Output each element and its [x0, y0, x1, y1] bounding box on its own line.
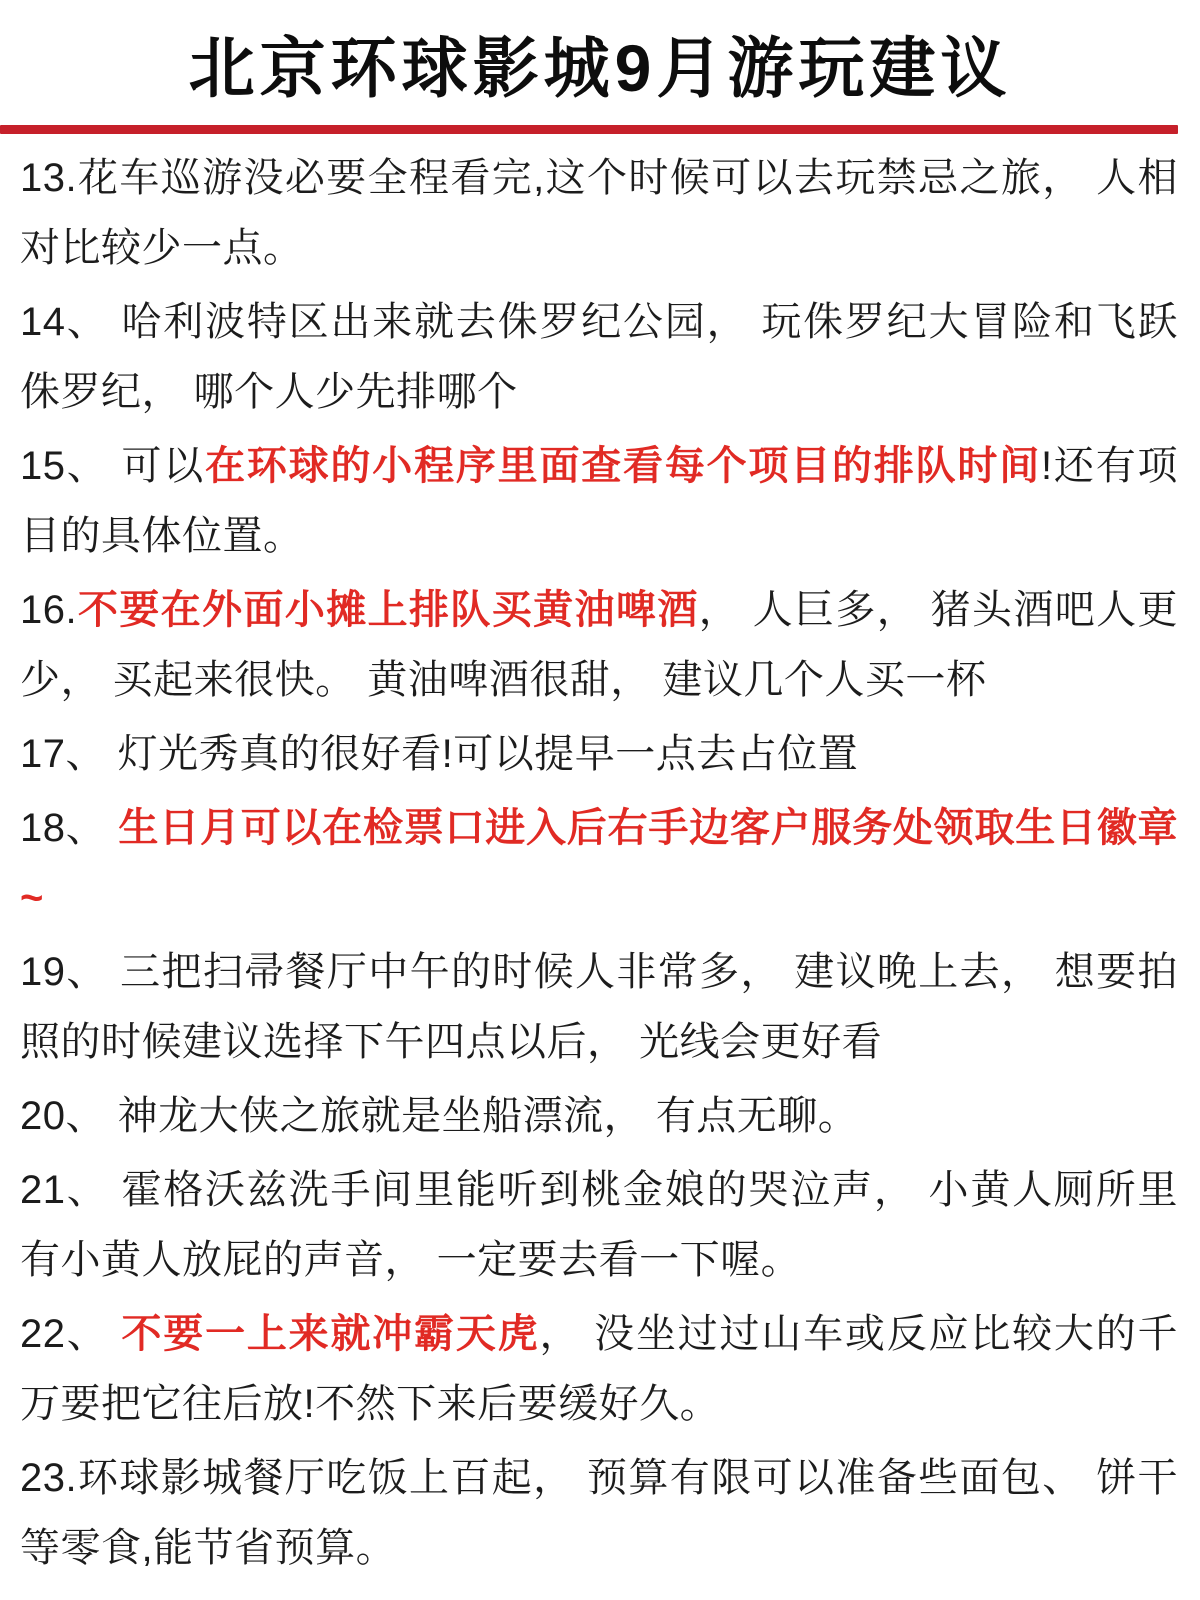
tip-text-segment: 16.	[20, 588, 78, 633]
tip-text-segment: 18、	[20, 806, 119, 851]
tip-item	[20, 1443, 1178, 1583]
tip-highlight-segment: 生日月可以在检票口进入后右手边客户服务处领取生日徽章~	[20, 806, 1179, 921]
tip-item	[20, 575, 1178, 715]
tip-text-segment: 22、	[20, 1312, 122, 1357]
tip-highlight-segment: 在环球的小程序里面查看每个项目的排队时间	[205, 444, 1041, 489]
page-title: 北京环球影城9月游玩建议	[188, 31, 1012, 105]
tip-item	[20, 1299, 1178, 1439]
tip-text-segment: 15、 可以	[20, 444, 206, 489]
tip-text-segment: 17、 灯光秀真的很好看!可以提早一点去占位置	[20, 732, 859, 777]
tip-text-segment: 19、 三把扫帚餐厅中午的时候人非常多， 建议晚上去， 想要拍照的时候建议选择下午四点以后， 光线会更好看	[20, 950, 1178, 1065]
tip-text-segment: !还有项目的具体位置。	[20, 444, 1178, 559]
tip-text-segment: 21、 霍格沃兹洗手间里能听到桃金娘的哭泣声， 小黄人厕所里有小黄人放屁的声音， 一定要去看一下喔。	[20, 1168, 1178, 1283]
tip-highlight-segment: 不要一上来就冲霸天虎	[121, 1312, 540, 1357]
tip-item	[20, 1081, 1178, 1151]
tip-item	[20, 143, 1178, 283]
title-divider	[0, 125, 1178, 134]
tip-item	[20, 431, 1178, 571]
tip-text-segment: ， 人巨多， 猪头酒吧人更少， 买起来很快。 黄油啤酒很甜， 建议几个人买一杯	[20, 588, 1178, 703]
tip-item	[20, 719, 1178, 789]
tip-text-segment: 14、 哈利波特区出来就去侏罗纪公园， 玩侏罗纪大冒险和飞跃侏罗纪， 哪个人少先排哪个	[20, 300, 1178, 415]
tip-item	[20, 937, 1178, 1077]
tip-item	[20, 1155, 1178, 1295]
tips-list	[0, 143, 1200, 1583]
tip-text-segment: 20、 神龙大侠之旅就是坐船漂流， 有点无聊。	[20, 1094, 859, 1139]
tip-text-segment: 23.环球影城餐厅吃饭上百起， 预算有限可以准备些面包、 饼干等零食,能节省预算。	[20, 1456, 1178, 1571]
tip-item	[20, 287, 1178, 427]
tip-item	[20, 793, 1178, 933]
tip-text-segment: 13.花车巡游没必要全程看完,这个时候可以去玩禁忌之旅， 人相对比较少一点。	[20, 156, 1178, 271]
tip-text-segment: ， 没坐过过山车或反应比较大的千万要把它往后放!不然下来后要缓好久。	[20, 1312, 1178, 1427]
tip-highlight-segment: 不要在外面小摊上排队买黄油啤酒	[77, 588, 699, 633]
